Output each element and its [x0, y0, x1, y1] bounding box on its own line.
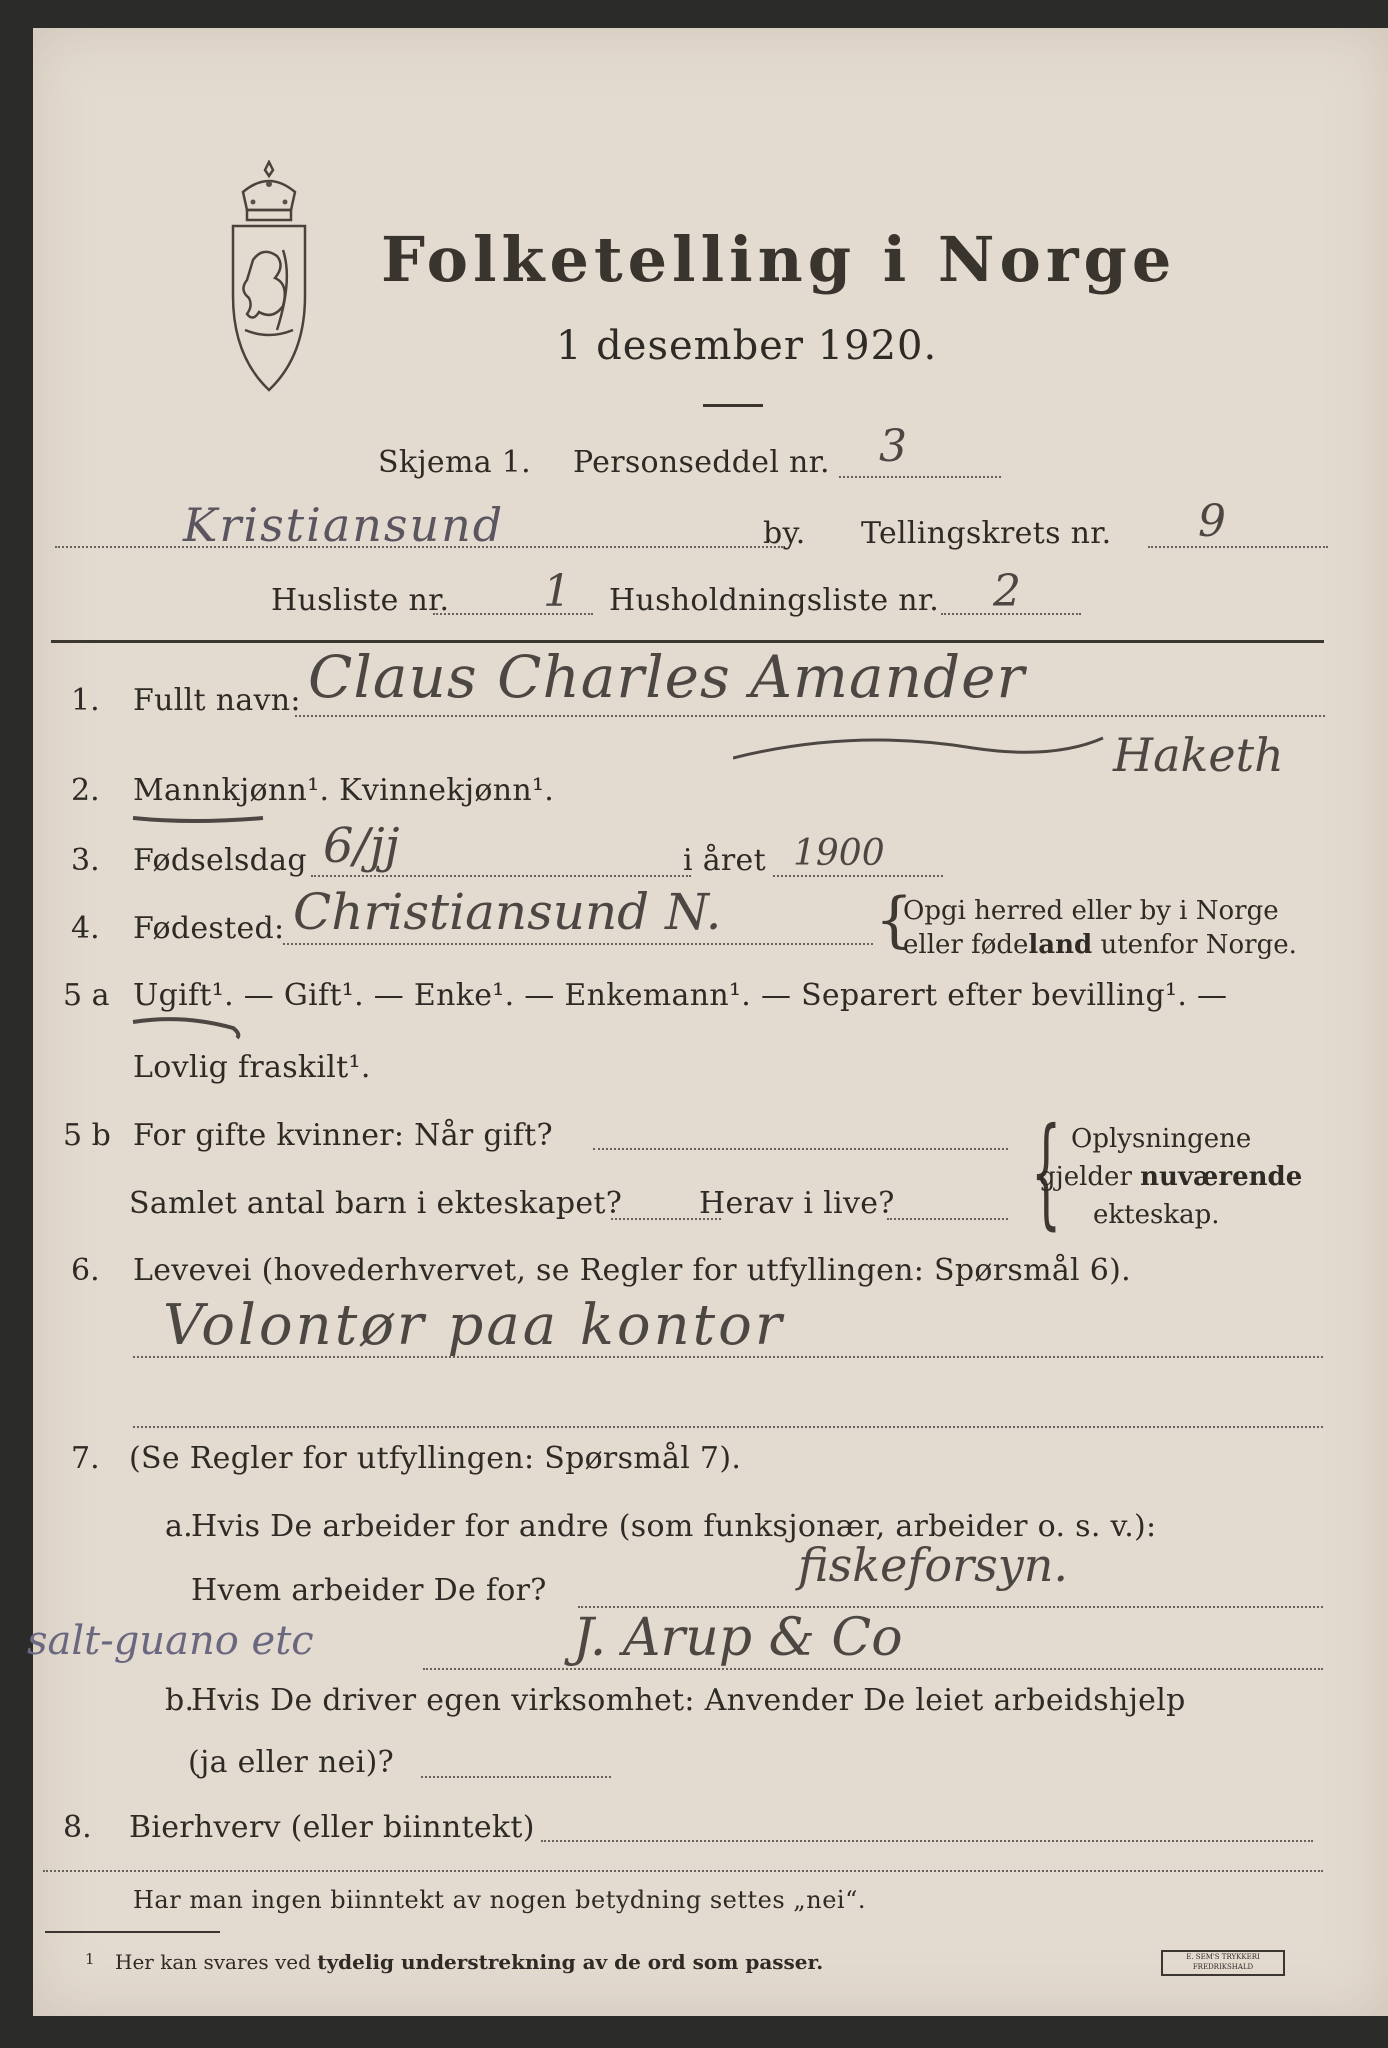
husholdning-label: Husholdningsliste nr. [609, 583, 940, 618]
q7a-value1: fiskeforsyn. [798, 1538, 1068, 1592]
q5b-note-line3: ekteskap. [1093, 1200, 1220, 1230]
q7a-margin-note: salt-guano etc [27, 1618, 314, 1664]
tellingskrets-label: Tellingskrets nr. [861, 516, 1112, 551]
q1-extra: Haketh [1113, 728, 1284, 782]
q5b-number: 5 b [63, 1118, 111, 1153]
q8-label: Bierhverv (eller biinntekt) [129, 1810, 535, 1845]
census-form-page [27, 28, 1388, 2016]
q2-number: 2. [71, 773, 100, 808]
q5b-note-line1: Oplysningene [1071, 1124, 1252, 1154]
q7-label: (Se Regler for utfyllingen: Spørsmål 7). [129, 1441, 742, 1476]
footnote-mark: 1 [85, 1950, 95, 1968]
by-label: by. [763, 516, 806, 551]
q4-number: 4. [71, 911, 100, 946]
title-divider [703, 404, 763, 407]
q4-note-line1: Opgi herred eller by i Norge [903, 896, 1279, 926]
q7a-text: Hvis De arbeider for andre (som funksjonær, arbeider o. s. v.): [191, 1509, 1157, 1544]
q5a-underline-mark [131, 1010, 251, 1040]
husliste-value: 1 [543, 566, 571, 617]
coat-of-arms-icon [223, 160, 315, 392]
q8-line1 [541, 1840, 1313, 1842]
q5b-note-line2: gjelder nuværende [1039, 1162, 1303, 1192]
printer-mark: E. SEM'S TRYKKERI FREDRIKSHALD [1161, 1950, 1285, 1976]
husholdning-value: 2 [993, 566, 1021, 617]
personseddel-value: 3 [879, 421, 907, 472]
tellingskrets-value: 9 [1198, 496, 1226, 547]
q5b-brace: { [1030, 1103, 1062, 1242]
q7b-question: (ja eller nei)? [188, 1745, 394, 1780]
q4-label: Fødested: [133, 911, 285, 946]
q6-line2 [133, 1426, 1323, 1428]
q5a-number: 5 a [63, 978, 110, 1013]
q4-line [283, 943, 873, 945]
q5b-married-line [593, 1148, 1008, 1150]
q5b-line2b: Herav i live? [699, 1186, 895, 1221]
footnote-rule [45, 1931, 220, 1933]
tellingskrets-line [1148, 546, 1328, 548]
q7b-number: b. [165, 1683, 195, 1718]
q1-line [295, 715, 1325, 717]
q1-number: 1. [71, 683, 100, 718]
q5a-line1: Ugift¹. — Gift¹. — Enke¹. — Enkemann¹. — Separert efter bevilling¹. — [133, 978, 1228, 1013]
q2-label: Mannkjønn¹. Kvinnekjønn¹. [133, 773, 555, 808]
census-date: 1 desember 1920. [556, 323, 938, 369]
q3-year-line [773, 875, 943, 877]
q6-value: Volontør paa kontor [163, 1293, 785, 1358]
q3-year-value: 1900 [793, 833, 885, 874]
q6-line1 [133, 1356, 1323, 1358]
q4-brace: { [875, 885, 914, 955]
by-value: Kristiansund [183, 498, 505, 552]
q3-value: 6/jj [323, 818, 400, 874]
q6-number: 6. [71, 1253, 100, 1288]
q6-label: Levevei (hovederhvervet, se Regler for utfyllingen: Spørsmål 6). [133, 1253, 1131, 1288]
q3-number: 3. [71, 843, 100, 878]
q7a-line2 [423, 1668, 1323, 1670]
q1-handwritten-stroke [733, 718, 1113, 778]
skjema-label: Skjema 1. [378, 445, 531, 480]
personseddel-line [839, 476, 1001, 478]
q5b-line1: For gifte kvinner: Når gift? [133, 1118, 553, 1153]
q3-year-label: i året [683, 843, 766, 878]
q8-number: 8. [63, 1810, 92, 1845]
q7a-question: Hvem arbeider De for? [191, 1573, 547, 1608]
q5b-line2a: Samlet antal barn i ekteskapet? [129, 1186, 623, 1221]
q8-line2 [43, 1870, 1323, 1872]
footnote-text: Her kan svares ved tydelig understrekning av de ord som passer. [115, 1950, 824, 1974]
q5a-line2: Lovlig fraskilt¹. [133, 1050, 371, 1085]
footer-note: Har man ingen biinntekt av nogen betydning settes „nei“. [133, 1886, 866, 1914]
form-title: Folketelling i Norge [381, 223, 1177, 296]
q7b-text: Hvis De driver egen virksomhet: Anvender De leiet arbeidshjelp [191, 1683, 1186, 1718]
q5b-alive-line [887, 1218, 1008, 1220]
q3-label: Fødselsdag [133, 843, 307, 878]
q1-label: Fullt navn: [133, 683, 301, 718]
q4-value: Christiansund N. [293, 883, 722, 941]
q7a-value2: J. Arup & Co [573, 1608, 903, 1668]
husliste-label: Husliste nr. [271, 583, 450, 618]
q1-value: Claus Charles Amander [308, 643, 1026, 711]
q3-day-line [311, 875, 691, 877]
q7-number: 7. [71, 1441, 100, 1476]
q7a-number: a. [165, 1509, 194, 1544]
q2-underline-mark [131, 808, 271, 828]
personseddel-label: Personseddel nr. [573, 445, 830, 480]
q4-note-line2: eller fødeland utenfor Norge. [903, 930, 1297, 960]
q7b-line [421, 1776, 611, 1778]
